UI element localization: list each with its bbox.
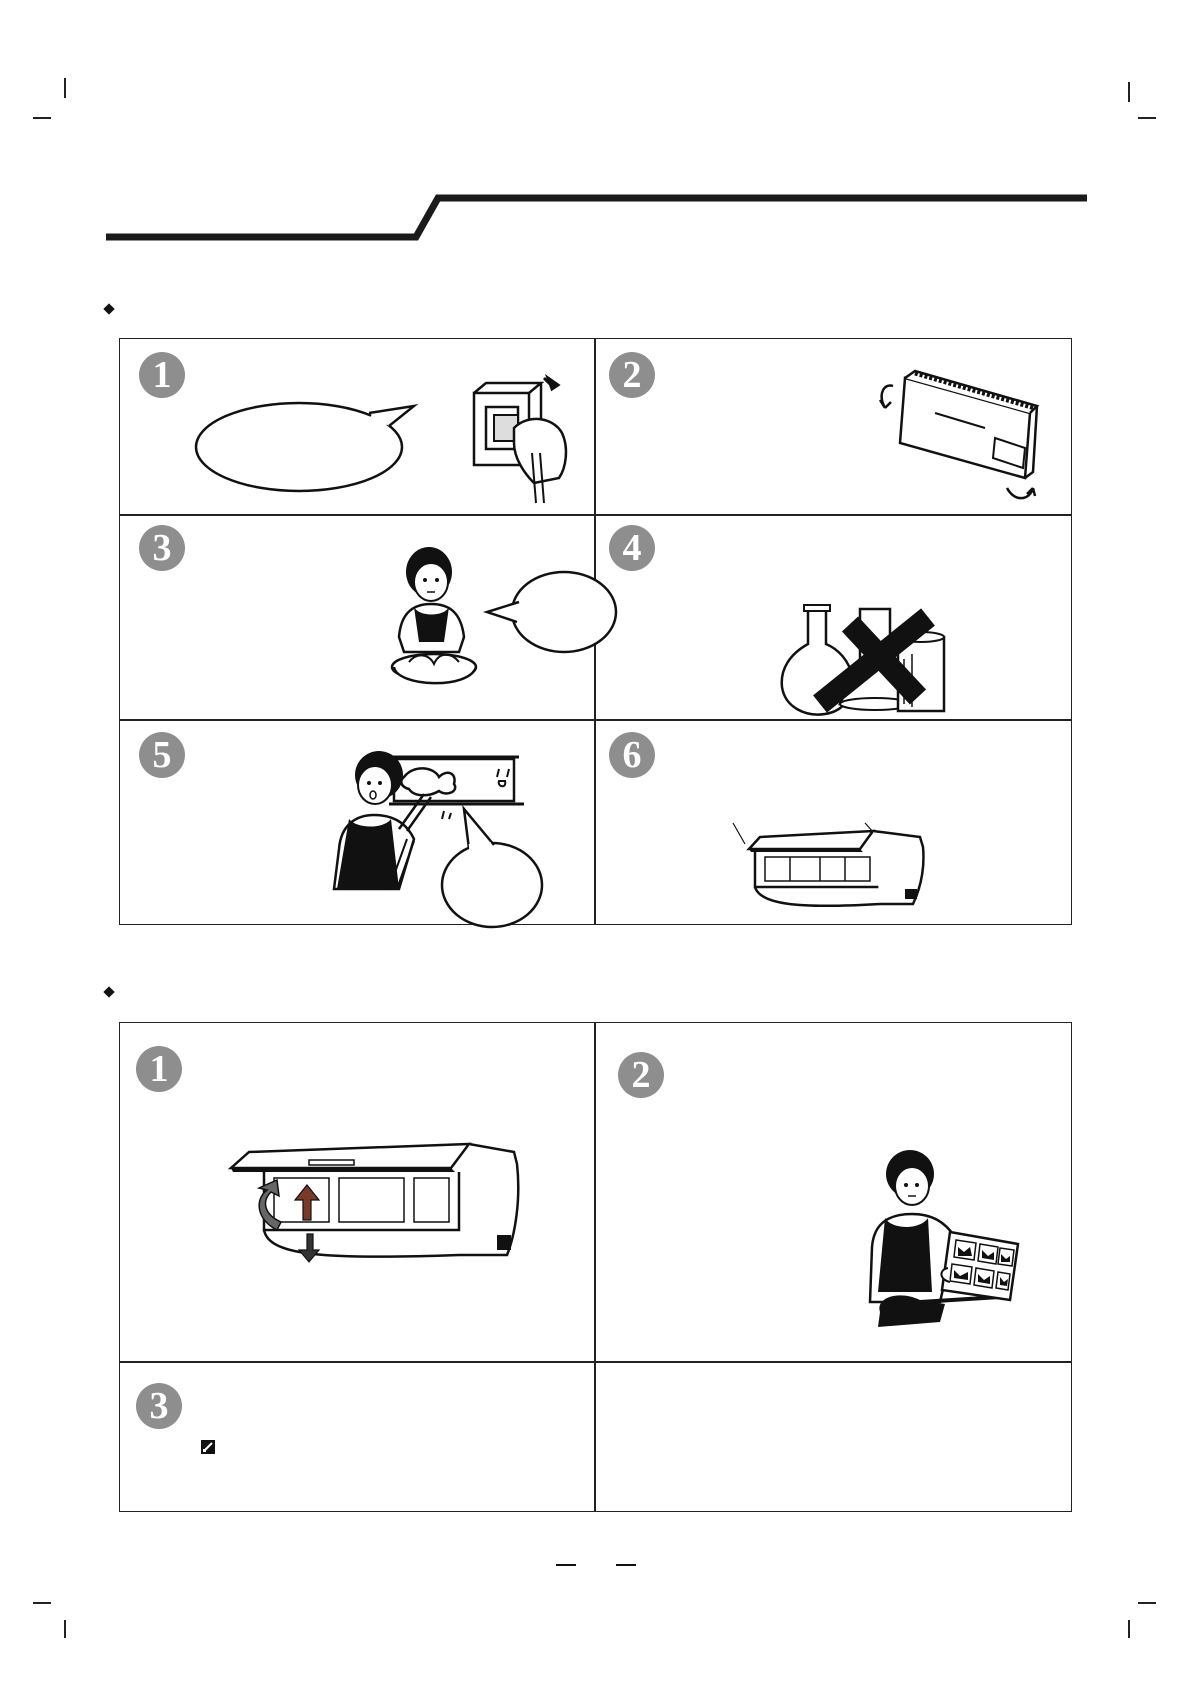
power-plug-icon — [474, 373, 584, 503]
step-number-badge: 3 — [139, 525, 185, 571]
header-rule — [0, 0, 1191, 260]
section2-step-1 — [119, 1022, 595, 1361]
step-number-badge: 5 — [139, 732, 185, 778]
section1-step-6 — [595, 719, 1072, 925]
section1-step-1 — [119, 338, 595, 514]
page-number-dash — [616, 1564, 636, 1566]
step-number-badge: 1 — [136, 1046, 182, 1092]
section2-step-3 — [119, 1361, 595, 1512]
woman-washing-icon — [389, 542, 589, 717]
crop-mark — [1138, 1602, 1156, 1604]
step-number-badge: 2 — [609, 352, 655, 398]
section1-step-3 — [119, 514, 595, 719]
section-bullet — [103, 986, 114, 997]
section2-empty-cell — [595, 1361, 1072, 1512]
filter-removal-icon — [229, 1130, 529, 1280]
crop-mark — [33, 1602, 51, 1604]
woman-holding-filter-icon — [860, 1152, 1040, 1337]
step-number-badge: 1 — [139, 352, 185, 398]
woman-wiping-unit-icon — [329, 749, 569, 924]
section-bullet — [103, 303, 114, 314]
step-number-badge: 6 — [609, 732, 655, 778]
step-number-badge: 4 — [609, 525, 655, 571]
section1-step-4 — [595, 514, 1072, 719]
step-number-badge: 2 — [618, 1052, 664, 1098]
section1-step-2 — [595, 338, 1072, 514]
chemicals-prohibited-icon — [780, 609, 960, 724]
page-number-dash — [556, 1564, 576, 1566]
step-number-badge: 3 — [136, 1383, 182, 1429]
crop-mark — [64, 1620, 66, 1638]
indoor-unit-icon — [875, 368, 1055, 508]
section2-step-2 — [595, 1022, 1072, 1361]
section1-step-5 — [119, 719, 595, 925]
open-panel-unit-icon — [745, 809, 945, 924]
checkbox-note-icon — [201, 1440, 217, 1456]
crop-mark — [1128, 1620, 1130, 1638]
